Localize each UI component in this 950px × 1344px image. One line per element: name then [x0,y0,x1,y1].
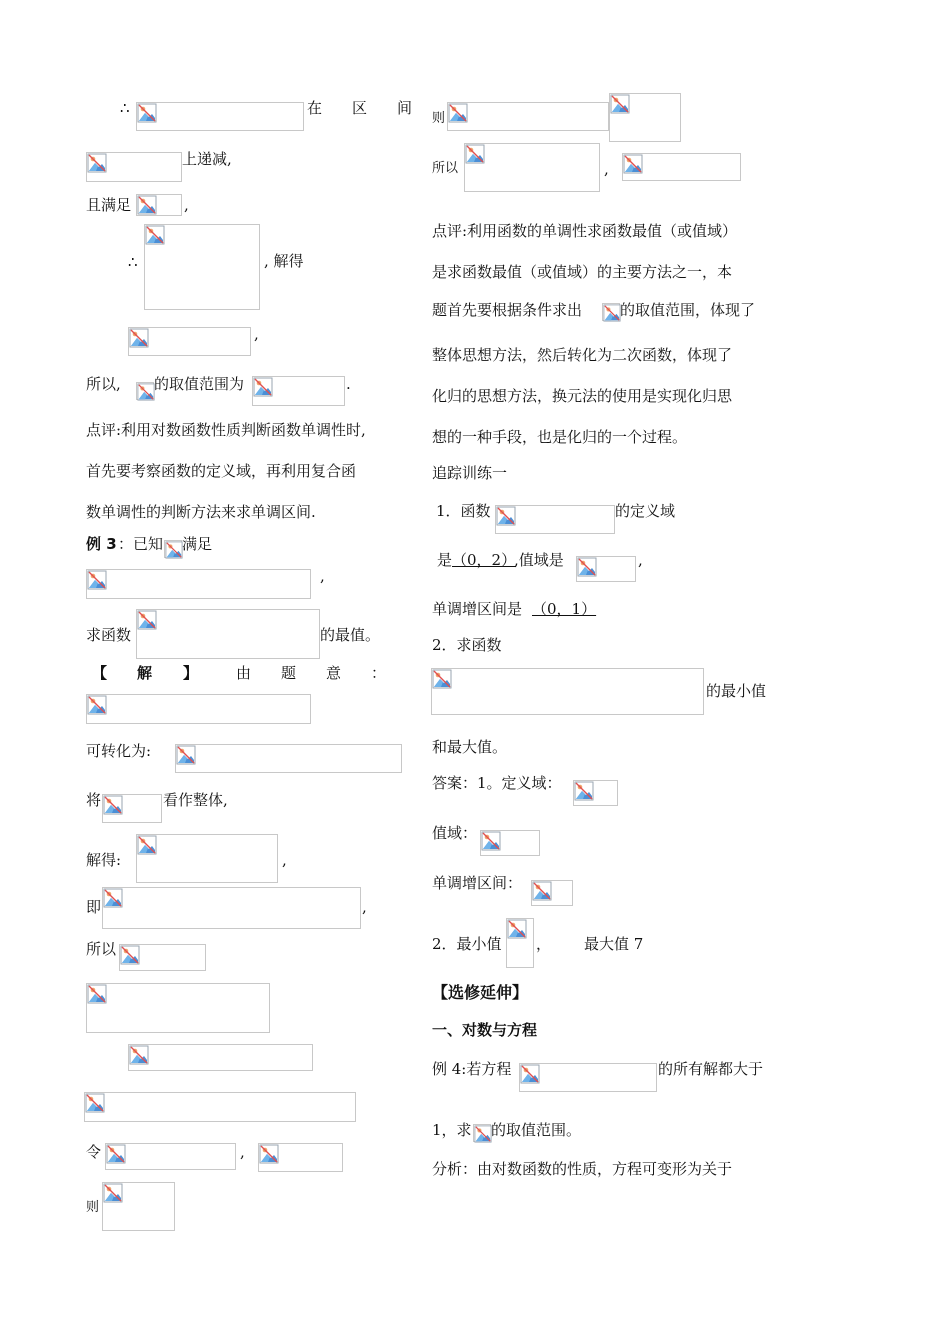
review-line: 是求函数最值（或值域）的主要方法之一，本 [432,263,733,281]
review-line: 的取值范围，体现了 [620,301,756,319]
formula-image [495,505,615,534]
broken-image-icon [145,225,165,245]
example-text: 例 4:若方程 [432,1060,512,1078]
text-you-ti-yi: 由 题 意 ： [236,664,387,682]
formula-image [86,152,182,182]
broken-image-icon [129,328,149,348]
text-qiemanzu: 且满足 [86,196,132,214]
formula-image [519,1063,657,1092]
text-jiede: 解得: [86,851,122,869]
formula-image [609,93,681,142]
formula-image [506,918,534,968]
example-label: 例 3 [86,535,117,553]
formula-image [252,376,345,406]
formula-image [175,744,402,773]
question-text: 单调增区间是 [432,600,523,618]
example-text: 的所有解都大于 [658,1060,764,1078]
text-zai-qujian: 在 区 间 [307,99,413,117]
review-line: 整体思想方法，然后转化为二次函数，体现了 [432,346,733,364]
broken-image-icon [137,835,157,855]
formula-image [86,983,270,1033]
formula-image [473,1124,491,1142]
text-shangdijian: 上递减, [182,150,232,168]
comma: , [240,1143,245,1161]
therefore-symbol: ∴ [120,99,130,117]
example-text: ：已知 [118,535,164,553]
broken-image-icon [610,94,630,114]
formula-image [573,780,618,806]
broken-image-icon [532,881,552,901]
formula-image [105,1143,236,1170]
formula-image [102,794,162,823]
question-text: 的最小值 [706,682,767,700]
text-manzu: 满足 [182,535,213,553]
broken-image-icon [474,1125,492,1143]
broken-image-icon [87,570,107,590]
formula-image [164,540,182,558]
comma: , [604,160,609,178]
formula-image [84,1092,356,1122]
broken-image-icon [103,795,123,815]
text-ke-zhuanhua: 可转化为: [86,742,152,760]
example-text: 的取值范围。 [491,1121,582,1139]
formula-image [447,102,609,131]
formula-image [86,569,311,599]
broken-image-icon [496,506,516,526]
broken-image-icon [137,383,155,401]
therefore-symbol: ∴ [128,253,138,271]
broken-image-icon [253,377,273,397]
formula-image [464,143,600,192]
review-line: 数单调性的判断方法来求单调区间. [86,503,316,521]
formula-image [136,102,304,131]
broken-image-icon [577,557,597,577]
answer-text: 最大值 7 [584,935,644,953]
text-de-zuizhi: 的最值。 [320,626,381,644]
question-text: 和最大值。 [432,738,508,756]
answer-domain: （0，2） [452,551,517,569]
text-quzhi-fanwei: 的取值范围为 [154,375,245,393]
broken-image-icon [120,945,140,965]
answer-text: 2．最小值 [432,935,502,953]
text-ze: 则 [432,111,446,126]
broken-image-icon [481,831,501,851]
formula-image [86,694,311,724]
review-line: 题首先要根据条件求出 [432,301,583,319]
broken-image-icon [137,103,157,123]
review-line: 点评:利用对数函数性质判断函数单调性时, [86,421,366,439]
formula-image [480,830,540,856]
broken-image-icon [176,745,196,765]
question-text: 是 [437,551,453,569]
formula-image [102,1182,175,1231]
review-line: 想的一种手段，也是化归的一个过程。 [432,428,688,446]
text-jiede: , 解得 [264,252,304,270]
broken-image-icon [603,304,621,322]
comma: , [282,851,287,869]
text-ling: 令 [86,1143,102,1161]
comma: ， [536,935,552,953]
section-heading: 【选修延伸】 [432,983,529,1002]
comma: , [638,551,643,569]
broken-image-icon [520,1064,540,1084]
broken-image-icon [103,888,123,908]
analysis-text: 分析：由对数函数的性质，方程可变形为关于 [432,1160,733,1178]
broken-image-icon [87,153,107,173]
broken-image-icon [87,984,107,1004]
question-text: 1．函数 [436,502,491,520]
formula-image [136,834,278,883]
bracket-open: 【 [92,664,108,682]
formula-image [258,1143,343,1172]
review-line: 首先要考察函数的定义域，再利用复合函 [86,462,357,480]
question-text: ,值域是 [514,551,564,569]
formula-image [136,609,320,659]
broken-image-icon [85,1093,105,1113]
formula-image [128,1044,313,1071]
broken-image-icon [432,669,452,689]
broken-image-icon [137,610,157,630]
review-line: 化归的思想方法，换元法的使用是实现化归思 [432,387,733,405]
broken-image-icon [623,154,643,174]
answer-text: 值域： [432,824,478,842]
comma: , [254,325,259,343]
text-suoyi: 所以 [432,161,459,176]
question-text: 的定义域 [615,502,676,520]
section-title: 追踪训练一 [432,464,508,482]
text-suoyi: 所以, [86,375,121,393]
text-jiang: 将 [86,791,102,809]
answer-text: 单调增区间： [432,874,523,892]
example-text: 1，求 [432,1121,472,1139]
text-ji: 即 [86,898,102,916]
comma: , [362,898,367,916]
formula-image [576,556,636,582]
broken-image-icon [165,541,183,559]
broken-image-icon [103,1183,123,1203]
bracket-close: 】 [183,664,199,682]
broken-image-icon [129,1045,149,1065]
broken-image-icon [137,195,157,215]
text-suoyi: 所以 [86,940,117,958]
review-line: 点评:利用函数的单调性求函数最值（或值域） [432,222,738,240]
period: . [346,375,351,393]
text-qiu-hanshu: 求函数 [86,626,132,644]
formula-image [136,382,154,400]
formula-image [136,194,182,216]
question-text: 2．求函数 [432,636,502,654]
formula-image [102,887,361,929]
formula-image [531,880,573,906]
broken-image-icon [507,919,527,939]
broken-image-icon [574,781,594,801]
solution-label: 解 [137,664,153,682]
text-kanzuo: 看作整体, [163,791,228,809]
formula-image [431,668,704,715]
formula-image [602,303,620,321]
formula-image [119,944,206,971]
subsection-heading: 一、对数与方程 [432,1021,538,1039]
text-ze: 则 [86,1200,100,1215]
formula-image [144,224,260,310]
comma: , [184,196,189,214]
broken-image-icon [87,695,107,715]
answer-increasing-interval: （0，1） [532,600,597,618]
broken-image-icon [259,1144,279,1164]
formula-image [622,153,741,181]
broken-image-icon [106,1144,126,1164]
broken-image-icon [448,103,468,123]
broken-image-icon [465,144,485,164]
answer-text: 答案：1。定义域： [432,774,562,792]
formula-image [128,327,251,356]
comma: , [320,567,325,585]
